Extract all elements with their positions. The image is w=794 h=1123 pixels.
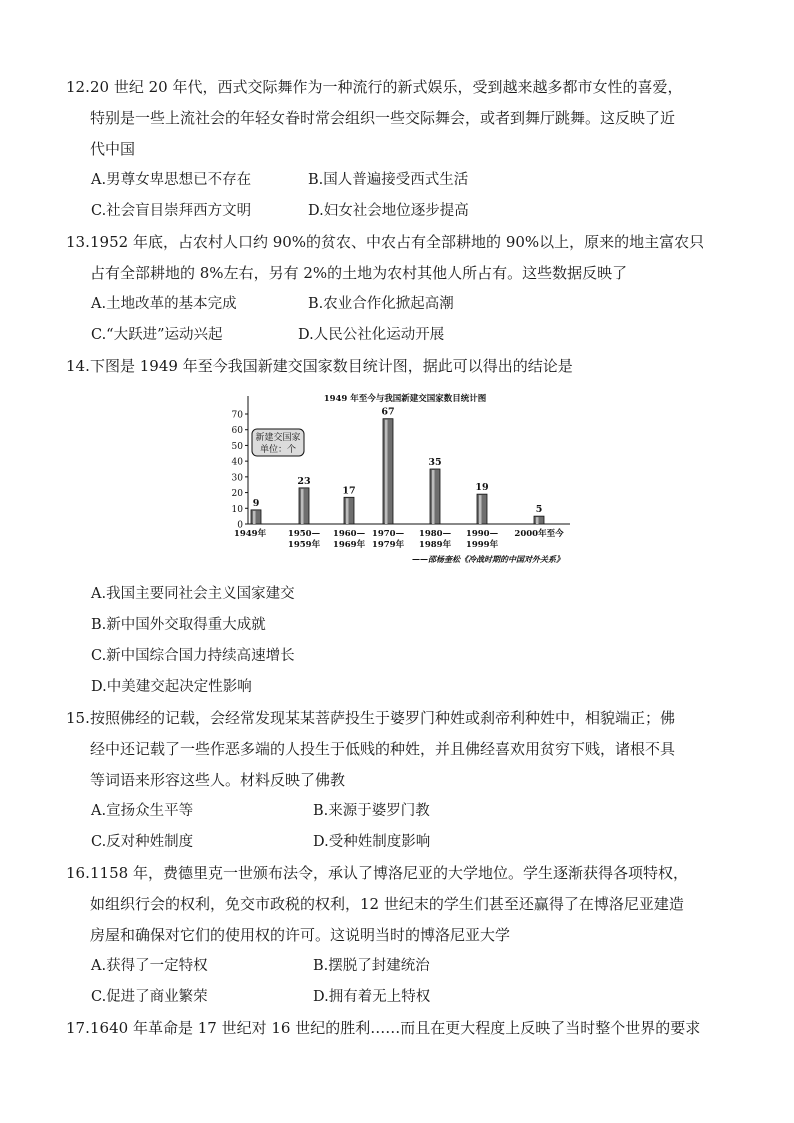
x-tick-label: 1989年: [418, 540, 452, 550]
question-stem: 20 世纪 20 年代，西式交际舞作为一种流行的新式娱乐，受到越来越多都市女性的喜爱， 特别是一些上流社会的年轻女眷时常会组织一些交际舞会，或者到舞厅跳舞。这反映了近 代中国: [90, 78, 683, 158]
option-b[interactable]: B.新中国外交取得重大成就: [91, 617, 266, 633]
option-a[interactable]: A.土地改革的基本完成: [91, 296, 237, 312]
option-d[interactable]: D.受种姓制度影响: [313, 834, 431, 850]
option-b[interactable]: B.国人普遍接受西式生活: [308, 172, 469, 188]
x-tick-label: 1999年: [465, 540, 499, 550]
question-stem: 1640 年革命是 17 世纪对 16 世纪的胜利……而且在更大程度上反映了当时整个世界的要求: [90, 1019, 701, 1037]
bar-value-label: 19: [475, 482, 489, 494]
question-13: [66, 227, 742, 289]
legend-label: 新建交国家: [255, 433, 301, 443]
bar-value-label: 17: [342, 485, 356, 497]
question-stem: 1158 年，费德里克一世颁布法令，承认了博洛尼亚的大学地位。学生逐渐获得各项特权， 如组织行会的权利，免交市政税的权利，12 世纪末的学生们甚至还赢得了在博洛尼亚建造 房屋和确保对它们的使用权的许可。这说明当时的博洛尼亚大学: [90, 864, 688, 944]
chart-title: 1949 年至今与我国新建交国家数目统计图: [323, 394, 487, 404]
option-b[interactable]: B.农业合作化掀起高潮: [308, 296, 454, 312]
x-tick-label: 1970—: [371, 529, 405, 539]
option-c[interactable]: C.社会盲目崇拜西方文明: [91, 203, 252, 219]
option-b[interactable]: B.摆脱了封建统治: [313, 958, 430, 974]
x-tick-label: 1949年: [233, 529, 267, 539]
x-tick-label: 2000年至今: [514, 529, 564, 539]
question-14: [66, 351, 742, 382]
y-tick-label: 60: [231, 426, 243, 437]
bar-value-label: 67: [381, 406, 395, 418]
option-d[interactable]: D.人民公社化运动开展: [298, 327, 445, 343]
chart-source: ——邵杨奎松《冷战时期的中国对外关系》: [412, 554, 564, 564]
option-d[interactable]: D.拥有着无上特权: [313, 989, 431, 1005]
x-tick-label: 1990—: [465, 529, 499, 539]
bars: [251, 407, 544, 524]
option-a[interactable]: A.获得了一定特权: [91, 958, 208, 974]
question-stem: 1952 年底，占农村人口约 90%的贫农、中农占有全部耕地的 90%以上，原来的地主富农只 占有全部耕地的 8%左右，另有 2%的土地为农村其他人所占有。这些数据反映了: [90, 233, 705, 282]
x-axis-labels: [234, 528, 564, 550]
bar-highlight: [253, 511, 256, 524]
bar-highlight: [346, 498, 349, 524]
bar-highlight: [432, 470, 435, 524]
x-tick-label: 1979年: [371, 540, 405, 550]
bar: [383, 419, 393, 524]
option-c[interactable]: C.反对种姓制度: [91, 834, 194, 850]
x-tick-label: 1959年: [287, 540, 321, 550]
question-number: 14.: [66, 357, 90, 375]
option-a[interactable]: A.我国主要同社会主义国家建交: [91, 586, 295, 602]
bar: [430, 469, 440, 524]
question-15: [66, 703, 742, 796]
option-c[interactable]: C.新中国综合国力持续高速增长: [91, 648, 295, 664]
y-tick-label: 0: [237, 520, 243, 531]
bar: [299, 488, 309, 524]
bar-value-label: 9: [252, 497, 260, 509]
question-number: 12.: [66, 78, 90, 96]
bar-highlight: [301, 489, 304, 524]
bar: [344, 497, 354, 524]
bar: [251, 510, 261, 524]
question-number: 17.: [66, 1019, 90, 1037]
option-a[interactable]: A.男尊女卑思想已不存在: [91, 172, 252, 188]
x-tick-label: 1950—: [287, 529, 321, 539]
y-tick-label: 50: [231, 441, 243, 452]
y-axis-ticks: [232, 411, 248, 531]
question-stem: 按照佛经的记载，会经常发现某某菩萨投生于婆罗门种姓或刹帝利种姓中，相貌端正；佛 经中还记载了一些作恶多端的人投生于低贱的种姓，并且佛经喜欢用贫穷下贱，诸根不具 等词语来形容这些人。材料反映了佛教: [90, 709, 676, 789]
question-12: [66, 72, 742, 165]
option-a[interactable]: A.宣扬众生平等: [91, 803, 194, 819]
bar-value-label: 35: [428, 457, 442, 468]
bar: [534, 516, 544, 524]
diplomacy-bar-chart: [230, 390, 570, 570]
option-d[interactable]: D.中美建交起决定性影响: [91, 679, 252, 695]
x-tick-label: 1980—: [418, 529, 452, 539]
y-tick-label: 70: [231, 410, 243, 421]
bar-highlight: [479, 495, 482, 524]
bar-value-label: 5: [535, 504, 543, 516]
legend-unit: 单位：个: [259, 445, 297, 455]
bar-value-label: 23: [297, 475, 311, 487]
question-16: [66, 858, 742, 951]
option-d[interactable]: D.妇女社会地位逐步提高: [308, 203, 469, 219]
question-number: 16.: [66, 864, 90, 882]
y-tick-label: 20: [231, 489, 243, 500]
bar-highlight: [536, 517, 539, 524]
question-17: [66, 1013, 742, 1044]
x-tick-label: 1969年: [332, 540, 366, 550]
x-tick-label: 1960—: [332, 529, 366, 539]
y-tick-label: 10: [231, 504, 243, 515]
question-stem: 下图是 1949 年至今我国新建交国家数目统计图，据此可以得出的结论是: [90, 357, 573, 375]
question-number: 15.: [66, 709, 90, 727]
bar: [477, 494, 487, 524]
y-tick-label: 30: [231, 473, 243, 484]
chart-legend: [252, 429, 304, 456]
option-c[interactable]: C.“大跃进”运动兴起: [91, 327, 223, 343]
y-tick-label: 40: [231, 457, 243, 468]
bar-highlight: [385, 420, 388, 524]
option-c[interactable]: C.促进了商业繁荣: [91, 989, 208, 1005]
question-number: 13.: [66, 233, 90, 251]
option-b[interactable]: B.来源于婆罗门教: [313, 803, 430, 819]
